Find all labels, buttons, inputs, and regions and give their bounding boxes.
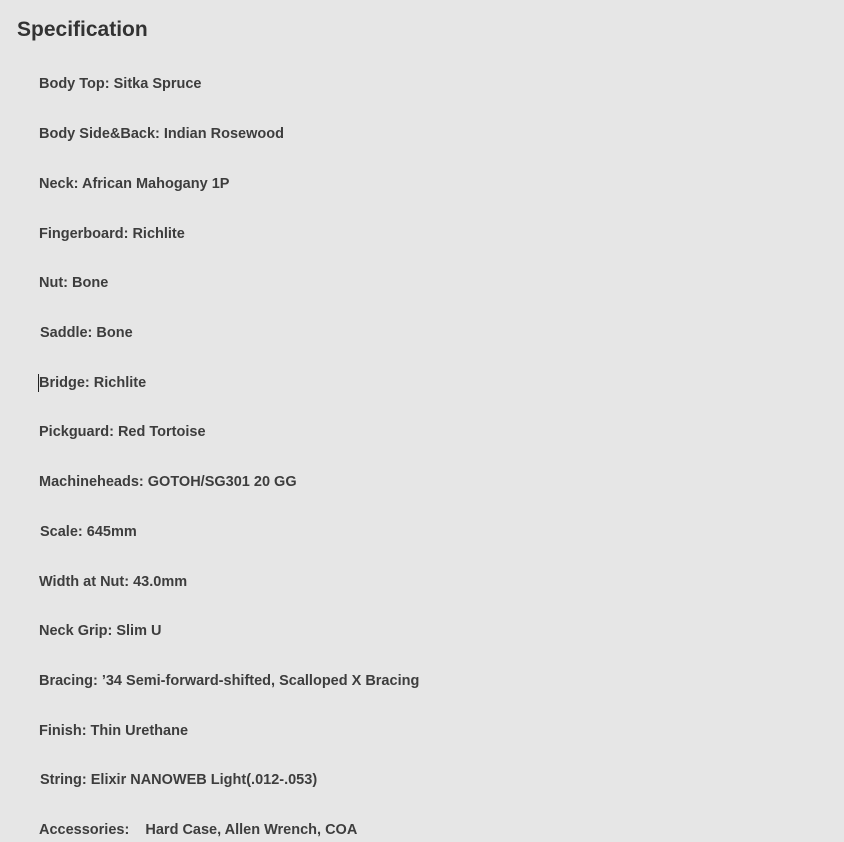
spec-item-saddle: Saddle: Bone <box>40 325 133 341</box>
spec-item-string: String: Elixir NANOWEB Light(.012-.053) <box>40 772 318 788</box>
spec-item-bracing: Bracing: ’34 Semi-forward-shifted, Scalloped X Bracing <box>39 673 420 689</box>
spec-item-fingerboard: Fingerboard: Richlite <box>39 226 185 242</box>
spec-item-accessories: Accessories: Hard Case, Allen Wrench, COA <box>39 822 358 838</box>
spec-item-width-at-nut: Width at Nut: 43.0mm <box>39 574 188 590</box>
spec-item-nut: Nut: Bone <box>39 275 109 291</box>
spec-item-pickguard: Pickguard: Red Tortoise <box>39 424 206 440</box>
spec-item-scale: Scale: 645mm <box>40 524 137 540</box>
page-title: Specification <box>17 18 148 41</box>
spec-item-body-side-back: Body Side&Back: Indian Rosewood <box>39 126 284 142</box>
spec-item-finish: Finish: Thin Urethane <box>39 723 189 739</box>
spec-item-neck-grip: Neck Grip: Slim U <box>39 623 162 639</box>
spec-item-bridge[interactable]: Bridge: Richlite <box>39 375 147 391</box>
spec-item-neck: Neck: African Mahogany 1P <box>39 176 230 192</box>
spec-item-machineheads: Machineheads: GOTOH/SG301 20 GG <box>39 474 297 490</box>
spec-item-body-top: Body Top: Sitka Spruce <box>39 76 202 92</box>
